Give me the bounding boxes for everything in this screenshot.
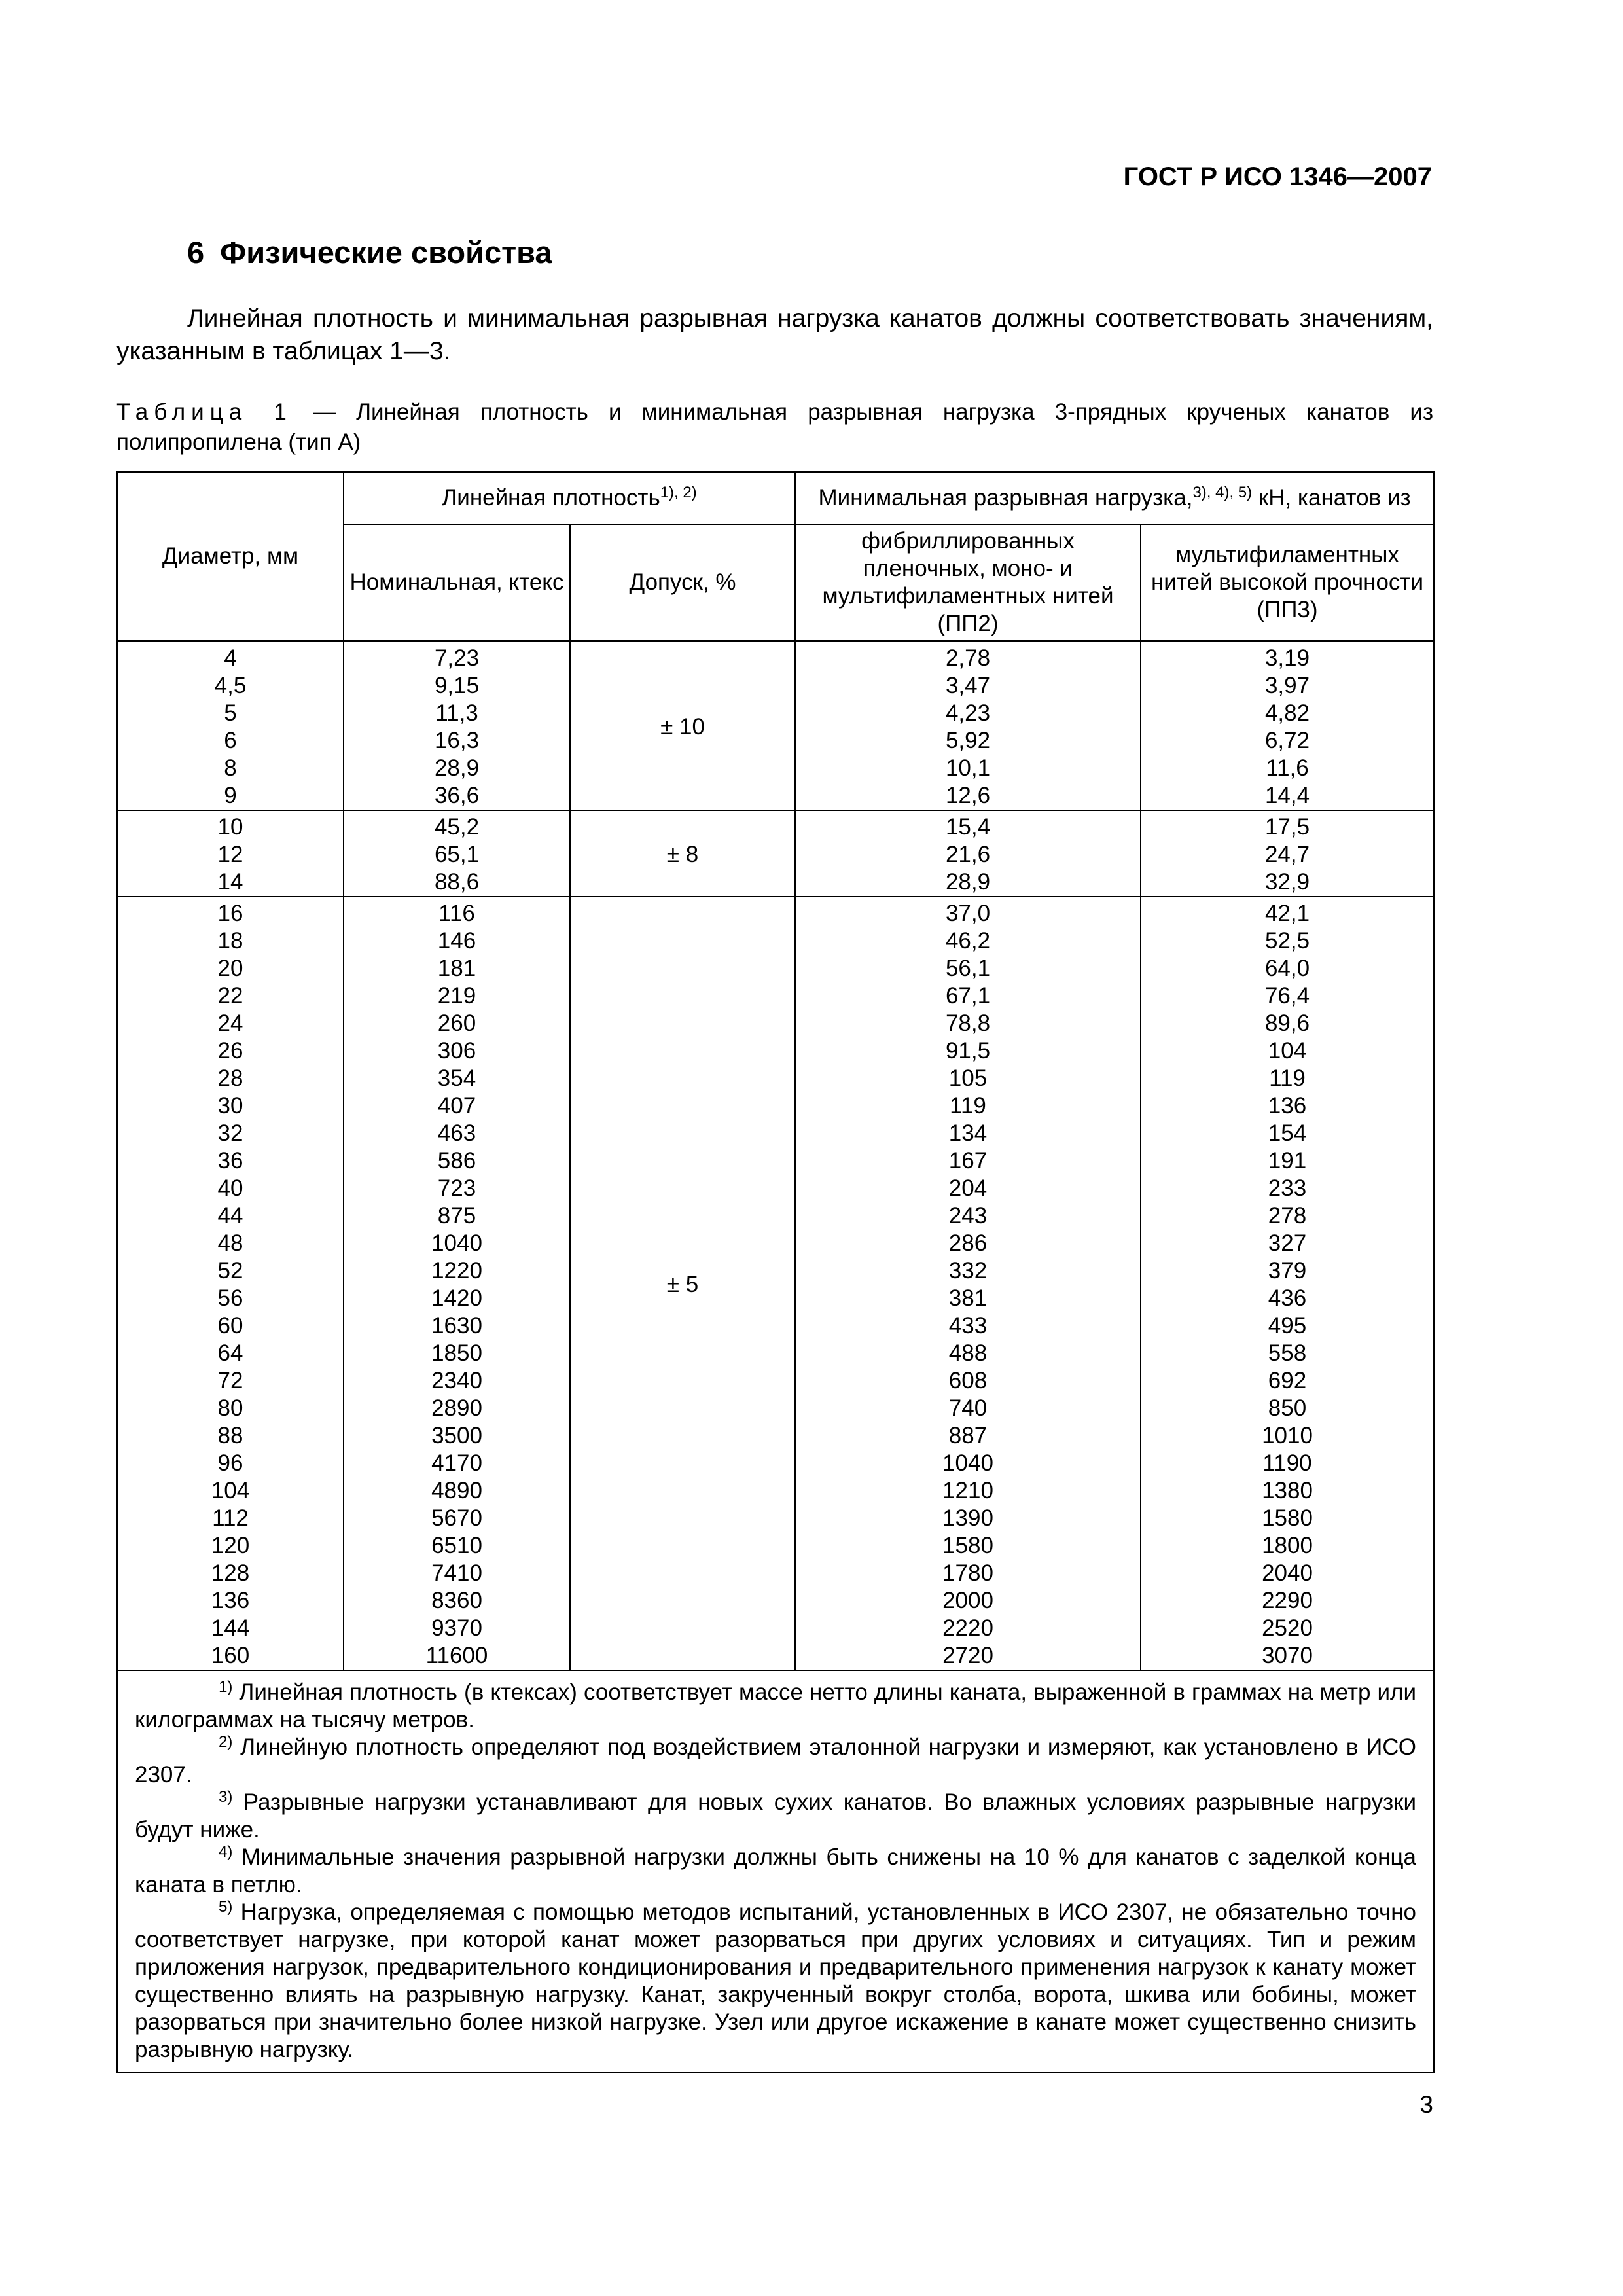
cell-pp2: 433 [795, 1312, 1141, 1340]
header-linear-density-refs: 1), 2) [660, 484, 697, 501]
footnote [135, 1789, 1416, 1844]
cell-pp3: 89,6 [1141, 1010, 1434, 1037]
cell-pp3: 379 [1141, 1257, 1434, 1285]
footnotes-cell [117, 1670, 1434, 2072]
cell-pp3: 278 [1141, 1202, 1434, 1230]
cell-diameter: 14 [117, 869, 344, 897]
row-group-tolerance-5 [117, 897, 1434, 1670]
cell-diameter: 26 [117, 1037, 344, 1065]
cell-diameter: 18 [117, 927, 344, 955]
cell-pp2: 119 [795, 1092, 1141, 1120]
cell-diameter: 22 [117, 982, 344, 1010]
footnote-ref: 5) [219, 1898, 233, 1916]
cell-pp2: 21,6 [795, 841, 1141, 869]
cell-pp3: 558 [1141, 1340, 1434, 1367]
cell-pp3: 436 [1141, 1285, 1434, 1312]
cell-pp2: 105 [795, 1065, 1141, 1092]
table-row [117, 897, 1434, 927]
cell-diameter: 28 [117, 1065, 344, 1092]
cell-pp2: 28,9 [795, 869, 1141, 897]
cell-nominal: 586 [344, 1147, 570, 1175]
cell-pp2: 56,1 [795, 955, 1141, 982]
table-caption-label: Таблица 1 [116, 399, 293, 425]
header-min-breaking-load-text: Минимальная разрывная нагрузка, [818, 485, 1193, 511]
cell-diameter: 32 [117, 1120, 344, 1147]
cell-nominal: 1420 [344, 1285, 570, 1312]
cell-nominal: 8360 [344, 1587, 570, 1615]
cell-pp3: 64,0 [1141, 955, 1434, 982]
row-group-tolerance-8 [117, 810, 1434, 897]
cell-pp3: 327 [1141, 1230, 1434, 1257]
cell-pp3: 76,4 [1141, 982, 1434, 1010]
section-title: Физические свойства [220, 235, 552, 270]
cell-pp3: 104 [1141, 1037, 1434, 1065]
cell-nominal: 146 [344, 927, 570, 955]
cell-nominal: 306 [344, 1037, 570, 1065]
cell-diameter: 40 [117, 1175, 344, 1202]
cell-pp3: 136 [1141, 1092, 1434, 1120]
section-heading [187, 234, 552, 270]
cell-diameter: 48 [117, 1230, 344, 1257]
cell-pp3: 2290 [1141, 1587, 1434, 1615]
table-row [117, 641, 1434, 673]
cell-diameter: 64 [117, 1340, 344, 1367]
cell-pp2: 134 [795, 1120, 1141, 1147]
cell-pp2: 3,47 [795, 672, 1141, 700]
footnote-ref: 2) [219, 1733, 233, 1751]
cell-nominal: 2340 [344, 1367, 570, 1395]
cell-pp3: 42,1 [1141, 897, 1434, 927]
cell-pp2: 204 [795, 1175, 1141, 1202]
cell-pp2: 37,0 [795, 897, 1141, 927]
cell-nominal: 219 [344, 982, 570, 1010]
cell-pp2: 1040 [795, 1450, 1141, 1477]
cell-pp2: 243 [795, 1202, 1141, 1230]
cell-pp2: 2000 [795, 1587, 1141, 1615]
cell-nominal: 11,3 [344, 700, 570, 727]
cell-diameter: 44 [117, 1202, 344, 1230]
cell-nominal: 407 [344, 1092, 570, 1120]
cell-nominal: 6510 [344, 1532, 570, 1560]
cell-pp3: 119 [1141, 1065, 1434, 1092]
section-number: 6 [187, 235, 205, 270]
cell-pp3: 692 [1141, 1367, 1434, 1395]
cell-diameter: 16 [117, 897, 344, 927]
cell-pp2: 1580 [795, 1532, 1141, 1560]
footnote-text: Линейная плотность (в ктексах) соответствует массе нетто длины каната, выраженной в граммах на метр или килограммах на тысячу метров. [135, 1679, 1416, 1732]
cell-nominal: 45,2 [344, 810, 570, 841]
header-min-breaking-load [795, 472, 1434, 524]
cell-pp3: 1010 [1141, 1422, 1434, 1450]
footnote-text: Минимальные значения разрывной нагрузки должны быть снижены на 10 % для канатов с заделкой конца каната в петлю. [135, 1844, 1416, 1897]
cell-diameter: 144 [117, 1615, 344, 1642]
cell-diameter: 56 [117, 1285, 344, 1312]
cell-pp3: 154 [1141, 1120, 1434, 1147]
cell-nominal: 354 [344, 1065, 570, 1092]
header-tolerance: Допуск, % [570, 524, 795, 641]
cell-nominal: 9,15 [344, 672, 570, 700]
cell-pp2: 46,2 [795, 927, 1141, 955]
cell-diameter: 60 [117, 1312, 344, 1340]
cell-pp3: 191 [1141, 1147, 1434, 1175]
cell-pp3: 3070 [1141, 1642, 1434, 1670]
footnote-text: Разрывные нагрузки устанавливают для новых сухих канатов. Во влажных условиях разрывные нагрузки будут ниже. [135, 1789, 1416, 1842]
page-number: 3 [1419, 2091, 1433, 2118]
cell-pp2: 381 [795, 1285, 1141, 1312]
cell-pp2: 10,1 [795, 755, 1141, 782]
cell-nominal: 875 [344, 1202, 570, 1230]
cell-pp2: 5,92 [795, 727, 1141, 755]
intro-paragraph: Линейная плотность и минимальная разрывная нагрузка канатов должны соответствовать значениям, указанным в таблицах 1—3. [116, 304, 1433, 365]
cell-pp3: 233 [1141, 1175, 1434, 1202]
cell-pp3: 2040 [1141, 1560, 1434, 1587]
cell-diameter: 160 [117, 1642, 344, 1670]
cell-pp2: 15,4 [795, 810, 1141, 841]
cell-pp3: 17,5 [1141, 810, 1434, 841]
cell-pp2: 78,8 [795, 1010, 1141, 1037]
cell-pp3: 1190 [1141, 1450, 1434, 1477]
cell-pp2: 608 [795, 1367, 1141, 1395]
document-code: ГОСТ Р ИСО 1346—2007 [1123, 162, 1432, 191]
cell-pp2: 286 [795, 1230, 1141, 1257]
cell-nominal: 116 [344, 897, 570, 927]
cell-pp3: 3,19 [1141, 641, 1434, 673]
cell-nominal: 16,3 [344, 727, 570, 755]
table-footnotes [117, 1670, 1434, 2072]
cell-nominal: 463 [344, 1120, 570, 1147]
cell-diameter: 9 [117, 782, 344, 810]
cell-nominal: 1040 [344, 1230, 570, 1257]
table-header [117, 472, 1434, 641]
cell-nominal: 28,9 [344, 755, 570, 782]
cell-pp2: 2220 [795, 1615, 1141, 1642]
footnote [135, 1844, 1416, 1899]
cell-nominal: 5670 [344, 1505, 570, 1532]
footnote [135, 1899, 1416, 2064]
cell-pp2: 1210 [795, 1477, 1141, 1505]
cell-nominal: 2890 [344, 1395, 570, 1422]
footnote [135, 1679, 1416, 1734]
cell-diameter: 5 [117, 700, 344, 727]
cell-diameter: 4 [117, 641, 344, 673]
cell-nominal: 723 [344, 1175, 570, 1202]
cell-pp2: 167 [795, 1147, 1141, 1175]
cell-diameter: 6 [117, 727, 344, 755]
cell-diameter: 136 [117, 1587, 344, 1615]
cell-tolerance: ± 5 [570, 897, 795, 1670]
cell-diameter: 88 [117, 1422, 344, 1450]
header-linear-density-text: Линейная плотность [442, 485, 660, 511]
cell-pp3: 1380 [1141, 1477, 1434, 1505]
cell-nominal: 1220 [344, 1257, 570, 1285]
cell-diameter: 24 [117, 1010, 344, 1037]
cell-diameter: 8 [117, 755, 344, 782]
cell-pp2: 332 [795, 1257, 1141, 1285]
cell-diameter: 20 [117, 955, 344, 982]
cell-nominal: 1630 [344, 1312, 570, 1340]
cell-pp3: 14,4 [1141, 782, 1434, 810]
cell-nominal: 65,1 [344, 841, 570, 869]
cell-pp2: 67,1 [795, 982, 1141, 1010]
cell-pp3: 32,9 [1141, 869, 1434, 897]
footnote [135, 1734, 1416, 1789]
cell-nominal: 3500 [344, 1422, 570, 1450]
header-linear-density [344, 472, 795, 524]
cell-pp3: 6,72 [1141, 727, 1434, 755]
cell-nominal: 7410 [344, 1560, 570, 1587]
header-pp2: фибриллированных пленочных, моно- и мультифиламентных нитей (ПП2) [795, 524, 1141, 641]
cell-diameter: 10 [117, 810, 344, 841]
header-min-breaking-load-refs: 3), 4), 5) [1192, 484, 1253, 501]
cell-diameter: 80 [117, 1395, 344, 1422]
cell-pp2: 91,5 [795, 1037, 1141, 1065]
cell-nominal: 4170 [344, 1450, 570, 1477]
cell-diameter: 104 [117, 1477, 344, 1505]
header-min-breaking-load-unit: кН, канатов из [1252, 485, 1411, 511]
cell-diameter: 52 [117, 1257, 344, 1285]
cell-pp2: 1390 [795, 1505, 1141, 1532]
footnote-ref: 4) [219, 1843, 233, 1861]
rope-properties-table [116, 471, 1435, 2073]
cell-pp3: 850 [1141, 1395, 1434, 1422]
cell-diameter: 12 [117, 841, 344, 869]
cell-diameter: 128 [117, 1560, 344, 1587]
cell-pp2: 488 [795, 1340, 1141, 1367]
cell-nominal: 1850 [344, 1340, 570, 1367]
cell-pp2: 1780 [795, 1560, 1141, 1587]
cell-tolerance: ± 10 [570, 641, 795, 811]
table-caption-text: — Линейная плотность и минимальная разрывная нагрузка 3-прядных крученых канатов из полипропилена (тип А) [116, 399, 1434, 455]
cell-pp3: 495 [1141, 1312, 1434, 1340]
cell-diameter: 72 [117, 1367, 344, 1395]
cell-nominal: 7,23 [344, 641, 570, 673]
header-pp3: мультифиламентных нитей высокой прочности (ПП3) [1141, 524, 1434, 641]
cell-pp2: 4,23 [795, 700, 1141, 727]
cell-pp2: 12,6 [795, 782, 1141, 810]
cell-nominal: 4890 [344, 1477, 570, 1505]
table-caption [116, 397, 1433, 457]
cell-pp3: 24,7 [1141, 841, 1434, 869]
cell-diameter: 96 [117, 1450, 344, 1477]
cell-pp3: 1580 [1141, 1505, 1434, 1532]
footnote-ref: 3) [219, 1788, 233, 1806]
cell-pp2: 2,78 [795, 641, 1141, 673]
cell-nominal: 260 [344, 1010, 570, 1037]
footnote-text: Нагрузка, определяемая с помощью методов испытаний, установленных в ИСО 2307, не обязательно точно соответствует нагрузке, при которой канат может разорваться при других условиях и ситуациях. Тип и режим приложения нагрузок, предварительного кондиционирования и предварительного применения нагрузок к канату может существенно влиять на разрывную нагрузку. Канат, закрученный вокруг столба, ворота, шкива или бобины, может разорваться при значительно более низкой нагрузке. Узел или другое искажение в канате может существенно снизить разрывную нагрузку. [135, 1899, 1416, 2062]
cell-nominal: 181 [344, 955, 570, 982]
cell-diameter: 36 [117, 1147, 344, 1175]
cell-diameter: 112 [117, 1505, 344, 1532]
cell-nominal: 36,6 [344, 782, 570, 810]
cell-diameter: 4,5 [117, 672, 344, 700]
cell-pp2: 2720 [795, 1642, 1141, 1670]
cell-tolerance: ± 8 [570, 810, 795, 897]
cell-nominal: 9370 [344, 1615, 570, 1642]
cell-pp2: 740 [795, 1395, 1141, 1422]
cell-pp3: 3,97 [1141, 672, 1434, 700]
cell-nominal: 88,6 [344, 869, 570, 897]
row-group-tolerance-10 [117, 641, 1434, 811]
header-nominal: Номинальная, ктекс [344, 524, 570, 641]
cell-pp3: 11,6 [1141, 755, 1434, 782]
cell-pp2: 887 [795, 1422, 1141, 1450]
footnote-text: Линейную плотность определяют под воздействием эталонной нагрузки и измеряют, как установлено в ИСО 2307. [135, 1734, 1416, 1787]
footnote-ref: 1) [219, 1678, 233, 1696]
cell-pp3: 52,5 [1141, 927, 1434, 955]
header-diameter: Диаметр, мм [117, 472, 344, 641]
cell-pp3: 2520 [1141, 1615, 1434, 1642]
cell-diameter: 30 [117, 1092, 344, 1120]
cell-diameter: 120 [117, 1532, 344, 1560]
cell-pp3: 1800 [1141, 1532, 1434, 1560]
cell-pp3: 4,82 [1141, 700, 1434, 727]
table-row [117, 810, 1434, 841]
cell-nominal: 11600 [344, 1642, 570, 1670]
